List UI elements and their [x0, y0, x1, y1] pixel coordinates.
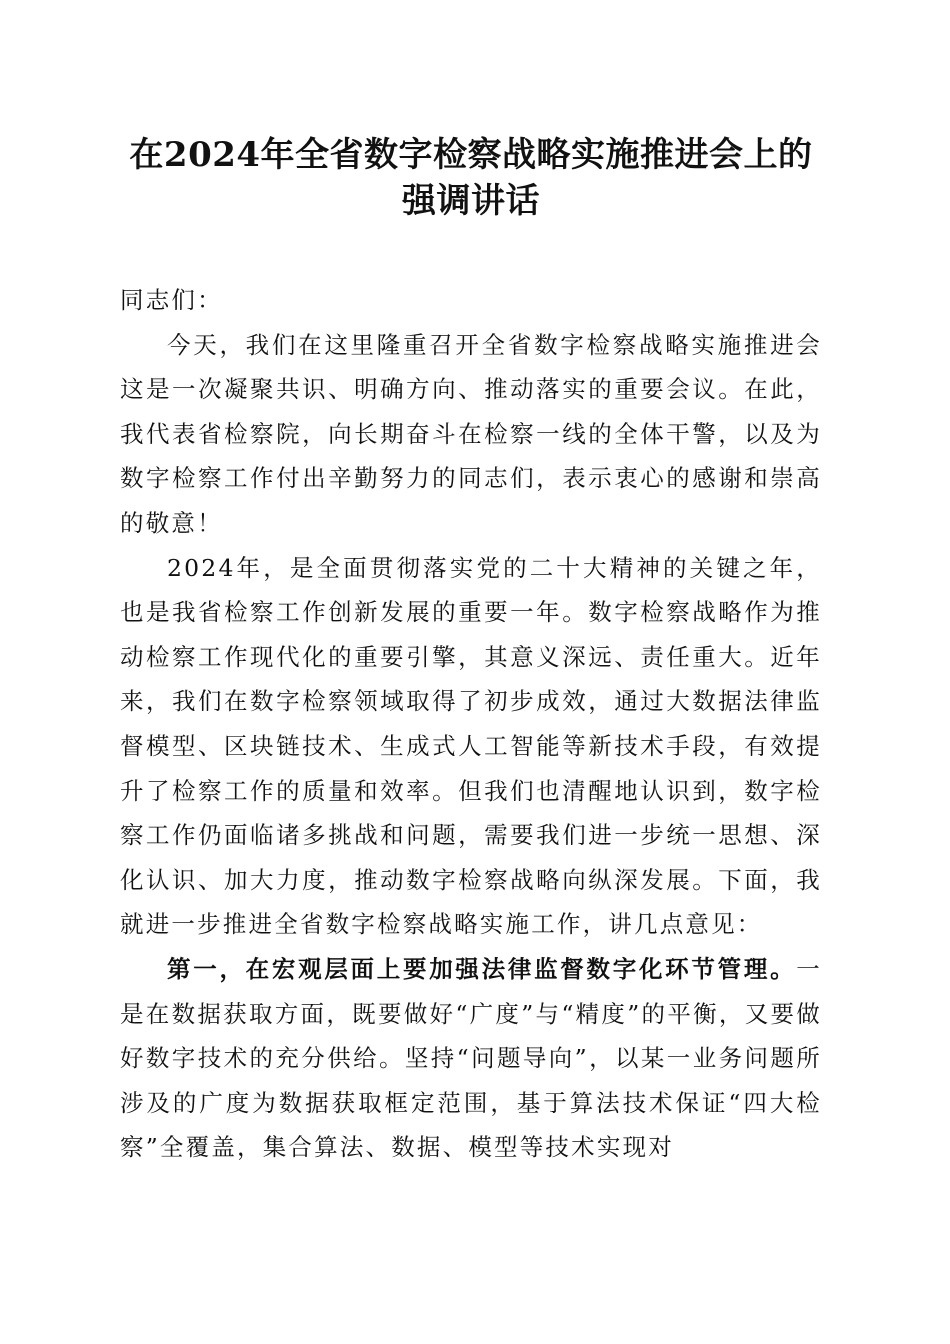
document-title: [120, 132, 822, 224]
paragraph-3-lead: 第一，在宏观层面上要加强法律监督数字化环节管理。: [167, 954, 797, 983]
title-line-1: 在2024年全省数字检察战略实施推进会上的: [129, 135, 813, 175]
paragraph-1: 今天，我们在这里隆重召开全省数字检察战略实施推进会这是一次凝聚共识、明确方向、推动落实的重要会议。在此，我代表省检察院，向长期奋斗在检察一线的全体干警，以及为数字检察工作付出辛勤努力的同志们，表示衷心的感谢和崇高的敬意！: [120, 330, 822, 537]
paragraph-2: 2024年，是全面贯彻落实党的二十大精神的关键之年，也是我省检察工作创新发展的重要一年。数字检察战略作为推动检察工作现代化的重要引擎，其意义深远、责任重大。近年来，我们在数字检察领域取得了初步成效，通过大数据法律监督模型、区块链技术、生成式人工智能等新技术手段，有效提升了检察工作的质量和效率。但我们也清醒地认识到，数字检察工作仍面临诸多挑战和问题，需要我们进一步统一思想、深化认识、加大力度，推动数字检察战略向纵深发展。下面，我就进一步推进全省数字检察战略实施工作，讲几点意见：: [120, 553, 822, 939]
title-line-2: 强调讲话: [402, 181, 540, 221]
paragraph-3: [120, 947, 822, 1170]
salutation: 同志们：: [120, 286, 223, 314]
paragraph-3-rest: 一是在数据获取方面，既要做好“广度”与“精度”的平衡，又要做好数字技术的充分供给。坚持“问题导向”，以某一业务问题所涉及的广度为数据获取框定范围，基于算法技术保证“四大检察”全覆盖，集合算法、数据、模型等技术实现对: [120, 954, 822, 1162]
document-body: [120, 278, 822, 1170]
